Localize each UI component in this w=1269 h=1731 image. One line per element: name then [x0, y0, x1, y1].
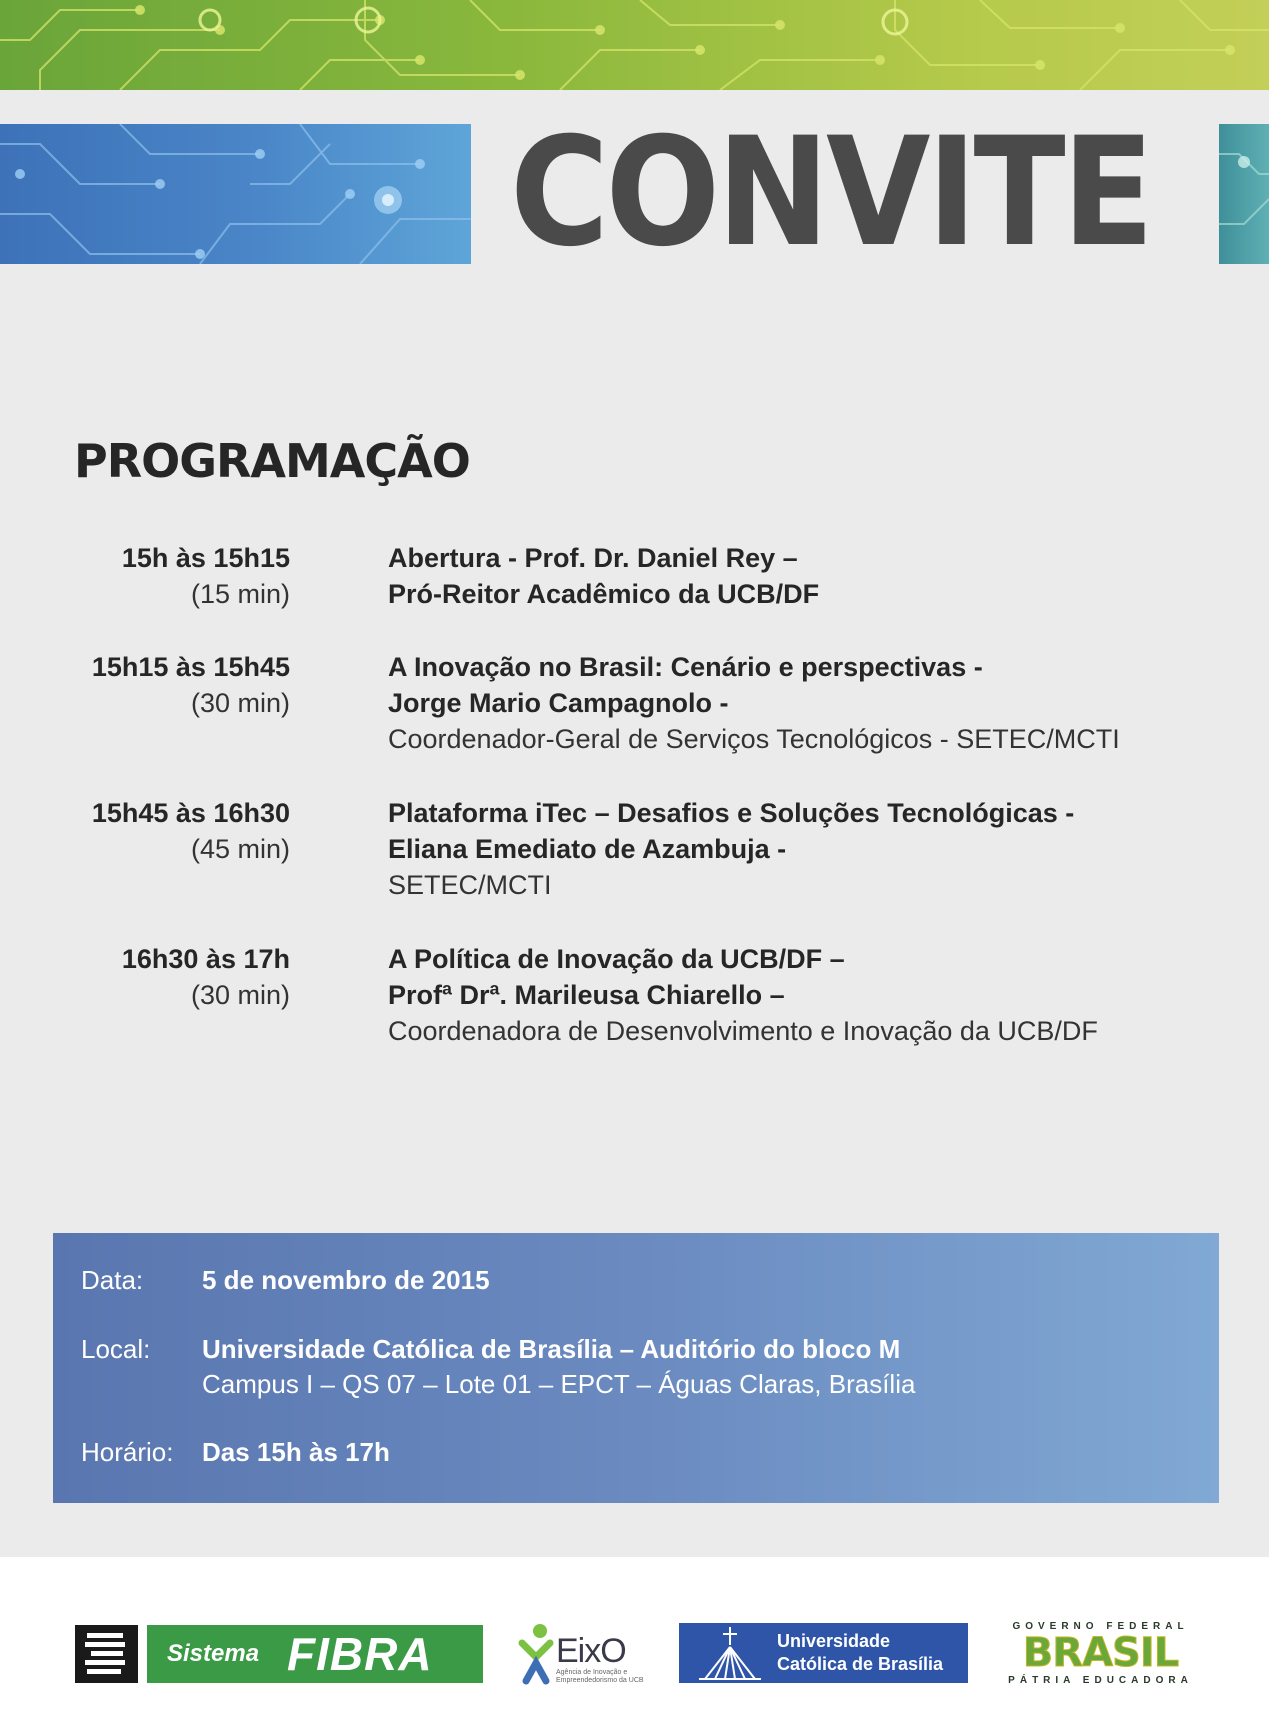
schedule-duration: (15 min) — [190, 579, 290, 609]
schedule-duration: (45 min) — [190, 834, 290, 864]
schedule-time: 15h15 às 15h45 — [91, 652, 290, 682]
place-value: Universidade Católica de Brasília – Auditório do bloco M — [202, 1334, 901, 1364]
schedule-speaker-role: Coordenadora de Desenvolvimento e Inovação da UCB/DF — [388, 1016, 1098, 1046]
schedule-speaker: Profª Drª. Marileusa Chiarello – — [388, 980, 785, 1010]
governo-federal-brasil-logo — [1003, 1621, 1198, 1687]
schedule-time-block — [40, 540, 290, 612]
gov-logo-top-text: GOVERNO FEDERAL — [1012, 1621, 1189, 1632]
ucb-logo — [679, 1623, 968, 1683]
program-heading: PROGRAMAÇÃO — [74, 434, 470, 488]
schedule-details — [388, 540, 1248, 612]
schedule-time-block — [40, 649, 290, 721]
eixo-person-icon — [518, 1621, 554, 1687]
schedule-duration: (30 min) — [190, 980, 290, 1010]
schedule-speaker-role: SETEC/MCTI — [388, 870, 552, 900]
ucb-cathedral-icon — [685, 1623, 775, 1683]
fibra-logo-large-text: FIBRA — [287, 1628, 433, 1680]
schedule-time: 15h às 15h15 — [121, 543, 290, 573]
fiea-emblem-logo — [75, 1625, 138, 1683]
date-value: 5 de novembro de 2015 — [202, 1265, 490, 1295]
ucb-logo-line2: Católica de Brasília — [777, 1654, 944, 1674]
circuit-pattern-graphic — [0, 124, 471, 264]
time-label: Horário: — [81, 1437, 174, 1467]
schedule-details — [388, 795, 1248, 903]
title-teal-circuit-band — [1219, 124, 1269, 264]
schedule-title: Plataforma iTec – Desafios e Soluções Tecnológicas - — [388, 798, 1075, 828]
place-address: Campus I – QS 07 – Lote 01 – EPCT – Águas Claras, Brasília — [202, 1369, 916, 1399]
eixo-logo — [518, 1621, 648, 1687]
circuit-pattern-graphic — [0, 0, 1269, 90]
title-blue-circuit-band — [0, 124, 471, 264]
fibra-logo-small-text: Sistema — [167, 1640, 260, 1667]
schedule-time-block — [40, 941, 290, 1013]
footer-logos — [0, 1557, 1269, 1731]
ucb-logo-line1: Universidade — [777, 1631, 891, 1651]
schedule-time: 16h30 às 17h — [121, 944, 290, 974]
schedule-speaker: Eliana Emediato de Azambuja - — [388, 834, 787, 864]
date-label: Data: — [81, 1265, 144, 1295]
schedule-details — [388, 649, 1248, 757]
schedule-duration: (30 min) — [190, 688, 290, 718]
event-info-box — [53, 1233, 1219, 1503]
schedule-title: A Política de Inovação da UCB/DF – — [388, 944, 845, 974]
gov-logo-word: BRASIL — [1022, 1630, 1179, 1676]
page-title: CONVITE — [510, 106, 1151, 280]
header-circuit-band — [0, 0, 1269, 90]
schedule-title: A Inovação no Brasil: Cenário e perspectivas - — [388, 652, 983, 682]
circuit-pattern-graphic — [1219, 124, 1269, 264]
schedule-time: 15h45 às 16h30 — [91, 798, 290, 828]
schedule-speaker-role: Coordenador-Geral de Serviços Tecnológicos - SETEC/MCTI — [388, 724, 1120, 754]
sistema-fibra-logo — [147, 1625, 483, 1683]
schedule-speaker: Pró-Reitor Acadêmico da UCB/DF — [388, 579, 820, 609]
schedule-details — [388, 941, 1248, 1049]
time-value: Das 15h às 17h — [202, 1437, 390, 1467]
eixo-logo-name: EixO — [556, 1632, 626, 1670]
gov-logo-bottom-text: PÁTRIA EDUCADORA — [1008, 1675, 1193, 1686]
ucb-logo-text — [777, 1630, 943, 1676]
eixo-logo-tagline: Agência de Inovação e Empreendedorismo da UCB — [556, 1669, 644, 1684]
schedule-time-block — [40, 795, 290, 867]
schedule-title: Abertura - Prof. Dr. Daniel Rey – — [388, 543, 798, 573]
place-label: Local: — [81, 1334, 151, 1364]
schedule-speaker: Jorge Mario Campagnolo - — [388, 688, 729, 718]
